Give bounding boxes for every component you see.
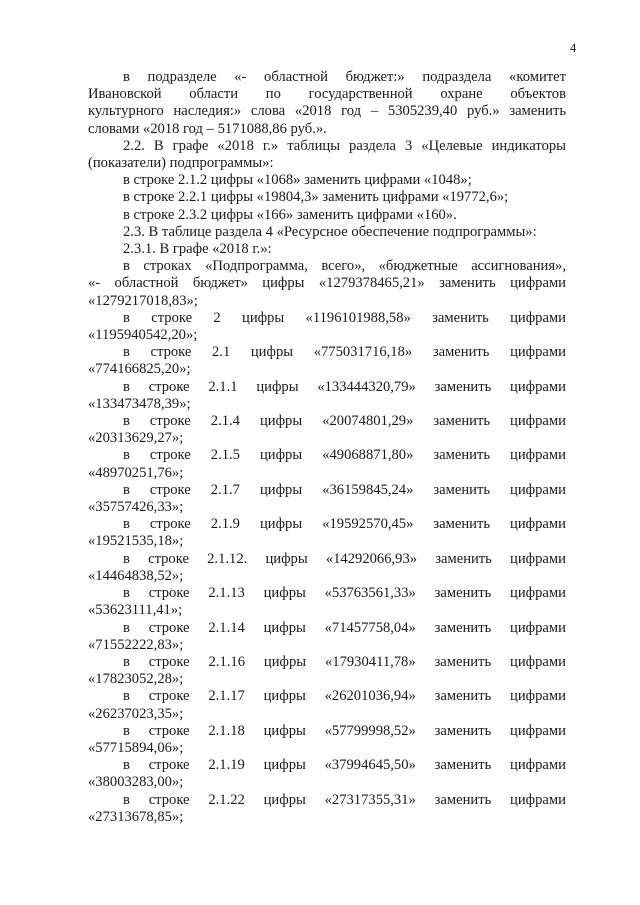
word-with: цифрами (510, 791, 566, 808)
old-value: «37994645,50» (324, 757, 416, 774)
paragraph-line: 2.3.1. В графе «2018 г.»: (123, 241, 272, 258)
row-number: 2.1.5 (210, 447, 240, 464)
replacement-line (88, 310, 566, 327)
new-value: «133473478,39»; (88, 395, 191, 412)
replacement-line (88, 688, 566, 705)
word-row: строке (148, 791, 190, 808)
word-replace: заменить (434, 585, 492, 602)
word-row: строке (149, 447, 191, 464)
paragraph-line: в строках «Подпрограмма, всего», «бюджетные ассигнования», (123, 258, 566, 275)
replacement-line (88, 620, 566, 637)
row-number: 2.1.16 (208, 653, 246, 670)
word-replace: заменить (434, 653, 492, 670)
row-number: 2.1.19 (208, 757, 245, 774)
word-digits: цифры (259, 413, 303, 430)
row-number: 2.1.17 (208, 688, 245, 705)
replacement-line (88, 482, 566, 499)
row-number: 2.1.22 (208, 791, 245, 808)
word-digits: цифры (259, 516, 303, 533)
word-with: цифрами (510, 585, 566, 602)
word-replace: заменить (433, 413, 491, 430)
replacement-line (88, 654, 566, 671)
new-value: «774166825,20»; (88, 361, 191, 378)
row-number: 2.1.7 (210, 481, 240, 498)
word-with: цифрами (510, 344, 566, 361)
word-replace: заменить (434, 722, 492, 739)
preposition: в (123, 688, 130, 705)
word-row: строке (148, 653, 190, 670)
old-value: «57799998,52» (324, 722, 416, 739)
row-number: 2.1 (212, 344, 231, 361)
preposition: в (123, 722, 130, 739)
paragraph-line: «1279217018,83»; (88, 292, 198, 309)
word-replace: заменить (435, 550, 492, 567)
preposition: в (123, 757, 130, 774)
old-value: «53763561,33» (324, 585, 416, 602)
document-body (88, 69, 566, 826)
old-value: «775031716,18» (313, 344, 413, 361)
paragraph-line: (показатели) подпрограммы»: (88, 155, 274, 172)
old-value: «49068871,80» (322, 447, 414, 464)
new-value: «27313678,85»; (88, 808, 184, 825)
preposition: в (123, 791, 130, 808)
old-value: «19592570,45» (322, 516, 414, 533)
word-digits: цифры (263, 688, 306, 705)
preposition: в (123, 309, 130, 326)
word-row: строке (150, 344, 192, 361)
word-with: цифрами (510, 619, 566, 636)
old-value: «133444320,79» (317, 378, 416, 395)
word-digits: цифры (256, 378, 299, 395)
word-row: строке (148, 550, 189, 567)
replacement-line (88, 447, 566, 464)
row-number: 2.1.14 (208, 619, 245, 636)
word-with: цифрами (510, 757, 566, 774)
old-value: «27317355,31» (324, 791, 416, 808)
preposition: в (123, 516, 130, 533)
paragraph-line: «- областной бюджет» цифры «1279378465,21» заменить цифрами (88, 275, 566, 292)
replacement-line (88, 379, 566, 396)
word-digits: цифры (263, 722, 306, 739)
preposition: в (123, 481, 130, 498)
row-number: 2.1.18 (208, 722, 245, 739)
word-row: строке (149, 516, 191, 533)
preposition: в (123, 447, 130, 464)
paragraph-line: 2.3. В таблице раздела 4 «Ресурсное обеспечение подпрограммы»: (123, 223, 537, 240)
word-with: цифрами (510, 309, 566, 326)
word-row: строке (148, 585, 190, 602)
paragraph-line: культурного наследия:» слова «2018 год – 5305239,40 руб.» заменить (88, 103, 566, 120)
old-value: «14292066,93» (325, 550, 418, 567)
paragraph-line: 2.2. В графе «2018 г.» таблицы раздела 3 «Целевые индикаторы (123, 137, 566, 154)
replacement-line (88, 757, 566, 774)
page-number: 4 (570, 41, 577, 55)
word-with: цифрами (510, 378, 566, 395)
word-digits: цифры (263, 757, 306, 774)
row-number: 2.1.1 (208, 378, 238, 395)
word-digits: цифры (265, 550, 308, 567)
new-value: «71552222,83»; (88, 636, 184, 653)
word-with: цифрами (510, 413, 566, 430)
word-row: строке (148, 378, 190, 395)
new-value: «57715894,06»; (88, 739, 184, 756)
preposition: в (123, 413, 130, 430)
new-value: «26237023,35»; (88, 705, 184, 722)
row-number: 2.1.4 (210, 413, 240, 430)
preposition: в (123, 653, 130, 670)
old-value: «17930411,78» (324, 653, 416, 670)
word-digits: цифры (263, 619, 306, 636)
new-value: «38003283,00»; (88, 774, 184, 791)
word-replace: заменить (433, 447, 491, 464)
new-value: «48970251,76»; (88, 464, 184, 481)
word-row: строке (151, 309, 193, 326)
replacement-line (88, 723, 566, 740)
replacement-line (88, 792, 566, 809)
word-row: строке (148, 688, 190, 705)
word-replace: заменить (433, 516, 491, 533)
word-digits: цифры (263, 653, 307, 670)
word-replace: заменить (434, 757, 492, 774)
preposition: в (123, 585, 130, 602)
word-row: строке (149, 481, 191, 498)
word-replace: заменить (434, 378, 492, 395)
word-replace: заменить (434, 688, 492, 705)
new-value: «35757426,33»; (88, 499, 184, 516)
preposition: в (123, 619, 130, 636)
word-row: строке (149, 413, 191, 430)
old-value: «36159845,24» (322, 481, 414, 498)
word-row: строке (148, 722, 190, 739)
row-number: 2.1.9 (210, 516, 240, 533)
word-with: цифрами (510, 447, 566, 464)
word-replace: заменить (434, 619, 492, 636)
word-row: строке (148, 619, 190, 636)
word-with: цифрами (510, 722, 566, 739)
new-value: «1195940542,20»; (88, 327, 198, 344)
word-digits: цифры (250, 344, 294, 361)
word-digits: цифры (242, 309, 285, 326)
word-digits: цифры (259, 447, 303, 464)
new-value: «53623111,41»; (88, 602, 183, 619)
preposition: в (123, 550, 130, 567)
new-value: «19521535,18»; (88, 533, 184, 550)
word-replace: заменить (434, 791, 492, 808)
word-digits: цифры (263, 585, 306, 602)
paragraph-line: словами «2018 год – 5171088,86 руб.». (88, 120, 327, 137)
word-with: цифрами (510, 550, 566, 567)
replacement-line (88, 551, 566, 568)
new-value: «14464838,52»; (88, 567, 184, 584)
old-value: «1196101988,58» (305, 309, 411, 326)
word-row: строке (148, 757, 190, 774)
word-with: цифрами (510, 516, 566, 533)
word-digits: цифры (263, 791, 306, 808)
word-replace: заменить (432, 309, 489, 326)
paragraph-line: в строке 2.2.1 цифры «19804,3» заменить цифрами «19772,6»; (123, 189, 509, 206)
word-with: цифрами (510, 481, 566, 498)
paragraph-line: в подразделе «- областной бюджет:» подраздела «комитет (123, 69, 566, 85)
new-value: «20313629,27»; (88, 430, 184, 447)
row-number: 2.1.12. (207, 550, 248, 567)
paragraph-line: в строке 2.3.2 цифры «166» заменить цифрами «160». (123, 206, 457, 223)
word-with: цифрами (510, 653, 566, 670)
replacement-line (88, 516, 566, 533)
preposition: в (123, 344, 130, 361)
new-value: «17823052,28»; (88, 671, 184, 688)
old-value: «26201036,94» (324, 688, 416, 705)
word-replace: заменить (432, 344, 490, 361)
replacement-line (88, 344, 566, 361)
replacement-line (88, 585, 566, 602)
row-number: 2.1.13 (208, 585, 245, 602)
row-number: 2 (213, 309, 221, 326)
old-value: «20074801,29» (322, 413, 414, 430)
preposition: в (123, 378, 130, 395)
word-with: цифрами (510, 688, 566, 705)
old-value: «71457758,04» (324, 619, 416, 636)
replacement-line (88, 413, 566, 430)
paragraph-line: Ивановской области по государственной охране объектов (88, 86, 566, 103)
paragraph-line: в строке 2.1.2 цифры «1068» заменить цифрами «1048»; (123, 172, 472, 189)
word-digits: цифры (259, 481, 303, 498)
word-replace: заменить (433, 481, 491, 498)
